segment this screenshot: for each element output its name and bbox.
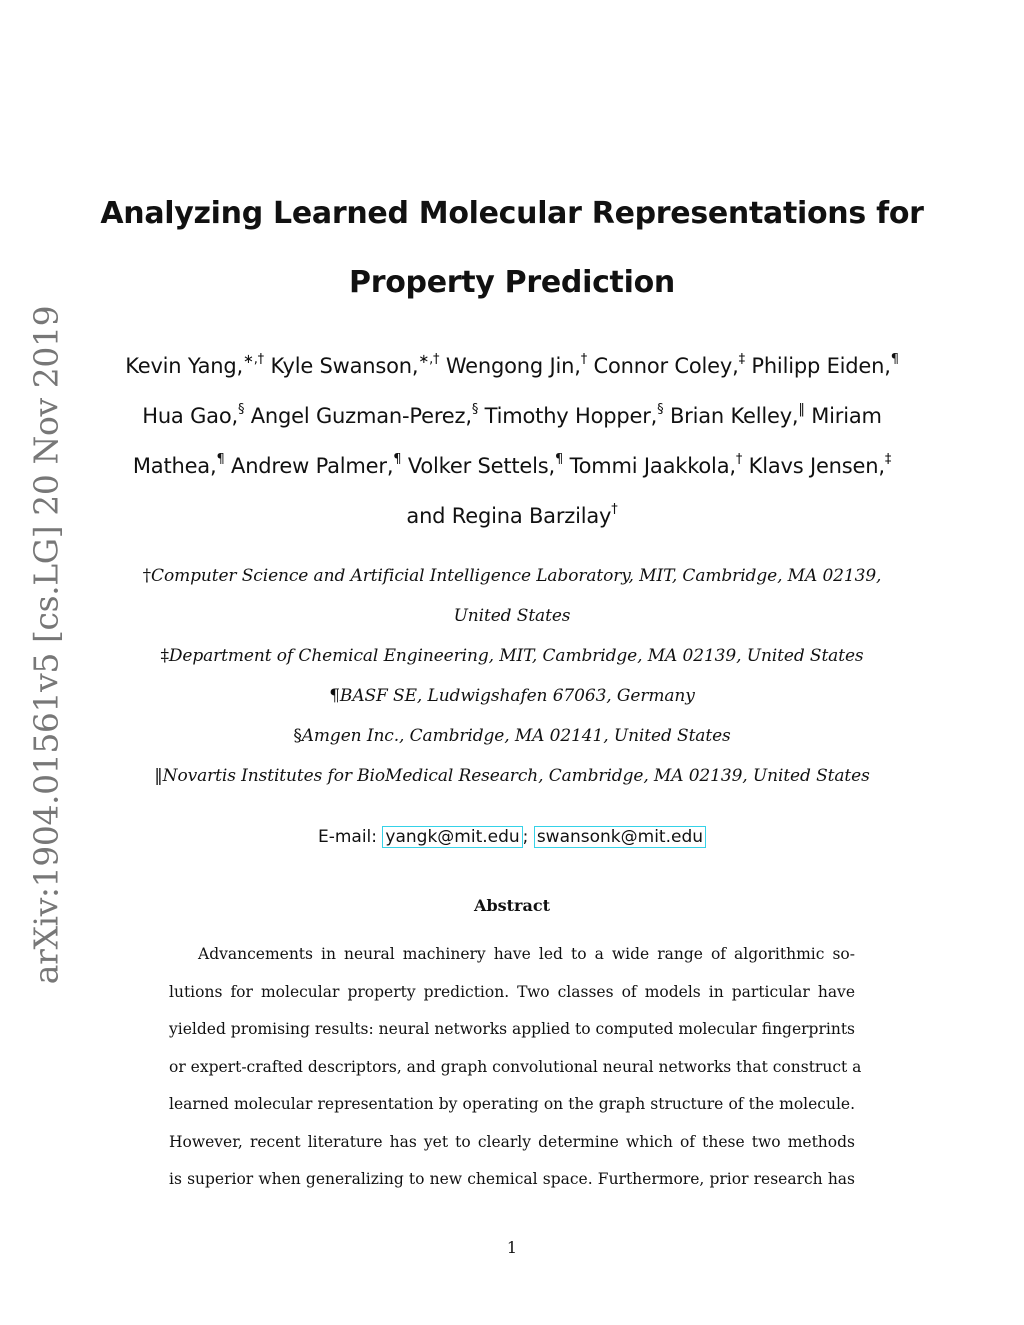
abstract-line: or expert-crafted descriptors, and graph convolutional neural networks that construct a bbox=[169, 1057, 862, 1076]
author-affil-mark: ‡ bbox=[884, 452, 892, 467]
author-name-split-first: Miriam bbox=[811, 404, 882, 428]
author-name: Andrew Palmer, bbox=[231, 454, 394, 478]
author-affil-mark: ¶ bbox=[555, 452, 564, 467]
arxiv-stamp: arXiv:1904.01561v5 [cs.LG] 20 Nov 2019 bbox=[26, 305, 66, 985]
author-affil-mark: ‡ bbox=[738, 352, 745, 367]
abstract-line: is superior when generalizing to new chemical space. Furthermore, prior research has bbox=[169, 1170, 855, 1188]
paper-title-line-2: Property Prediction bbox=[349, 265, 675, 300]
email-separator: ; bbox=[522, 827, 529, 847]
affiliation-text: Computer Science and Artificial Intelligence Laboratory, MIT, Cambridge, MA 02139, bbox=[151, 566, 882, 586]
abstract-heading: Abstract bbox=[474, 896, 550, 915]
affiliation-text: Novartis Institutes for BioMedical Research, Cambridge, MA 02139, United States bbox=[162, 766, 870, 786]
author-affil-mark: † bbox=[580, 352, 588, 367]
affiliation-mit-chem bbox=[0, 646, 1024, 666]
email-line bbox=[0, 826, 1024, 848]
abstract-line: Advancements in neural machinery have led to a wide range of algorithmic so- bbox=[198, 945, 855, 963]
author-name: Timothy Hopper, bbox=[484, 404, 658, 428]
author-line-3 bbox=[0, 454, 1024, 478]
author-name: Brian Kelley, bbox=[669, 404, 799, 428]
affiliation-novartis bbox=[0, 766, 1024, 786]
affiliation-amgen bbox=[0, 726, 1024, 746]
author-affil-mark: ∗,† bbox=[418, 352, 440, 367]
author-name-split-last: Mathea, bbox=[132, 454, 217, 478]
abstract-line: yielded promising results: neural networks applied to computed molecular fingerprints bbox=[169, 1020, 856, 1038]
author-name: Kyle Swanson, bbox=[270, 354, 419, 378]
author-name: Philipp Eiden, bbox=[751, 354, 891, 378]
abstract-line: learned molecular representation by operating on the graph structure of the molecule. bbox=[169, 1095, 855, 1113]
affiliation-text: Department of Chemical Engineering, MIT, Cambridge, MA 02139, United States bbox=[168, 646, 864, 666]
paper-title-line-1: Analyzing Learned Molecular Representations for bbox=[100, 196, 924, 231]
affiliation-mark: ‖ bbox=[154, 766, 163, 786]
author-affil-mark: § bbox=[237, 402, 245, 417]
affiliation-mark: † bbox=[142, 566, 152, 586]
affiliation-basf bbox=[0, 686, 1024, 706]
author-name: Tommi Jaakkola, bbox=[569, 454, 736, 478]
author-name: Angel Guzman-Perez, bbox=[250, 404, 472, 428]
abstract-line: lutions for molecular property prediction. Two classes of models in particular have bbox=[169, 982, 855, 1001]
email-label: E-mail: bbox=[317, 827, 377, 847]
page-number: 1 bbox=[506, 1238, 518, 1257]
author-name: Connor Coley, bbox=[593, 354, 739, 378]
affiliation-mark: § bbox=[293, 726, 302, 746]
author-affil-mark: † bbox=[735, 452, 743, 467]
affiliation-text: Amgen Inc., Cambridge, MA 02141, United States bbox=[301, 726, 731, 746]
affiliation-mark: ¶ bbox=[329, 686, 340, 706]
author-affil-mark: † bbox=[611, 502, 618, 517]
abstract-line: However, recent literature has yet to clearly determine which of these two methods bbox=[169, 1132, 855, 1151]
author-affil-mark: ¶ bbox=[890, 352, 899, 367]
author-name: Volker Settels, bbox=[407, 454, 556, 478]
author-name: Wengong Jin, bbox=[445, 354, 581, 378]
author-affil-mark: § bbox=[471, 402, 479, 417]
author-name: Kevin Yang, bbox=[125, 354, 244, 378]
affiliation-mark: ‡ bbox=[160, 646, 169, 666]
author-name: Klavs Jensen, bbox=[748, 454, 885, 478]
email-link-swansonk[interactable]: swansonk@mit.edu bbox=[534, 826, 706, 848]
email-link-yangk[interactable]: yangk@mit.edu bbox=[382, 826, 522, 848]
author-line-2 bbox=[0, 404, 1024, 428]
author-affil-mark: ¶ bbox=[393, 452, 402, 467]
author-affil-mark: ‖ bbox=[798, 402, 805, 417]
affiliation-text: BASF SE, Ludwigshafen 67063, Germany bbox=[339, 686, 695, 706]
author-name: and Regina Barzilay bbox=[406, 504, 612, 528]
author-affil-mark: § bbox=[657, 402, 664, 417]
abstract-body bbox=[169, 936, 862, 1199]
author-affil-mark: ¶ bbox=[216, 452, 225, 467]
author-name: Hua Gao, bbox=[142, 404, 238, 428]
affiliation-mit-csail-cont: United States bbox=[453, 606, 571, 626]
affiliation-mit-csail bbox=[0, 566, 1024, 586]
author-line-4 bbox=[0, 504, 1024, 528]
author-line-1 bbox=[0, 354, 1024, 378]
author-affil-mark: ∗,† bbox=[243, 352, 264, 367]
